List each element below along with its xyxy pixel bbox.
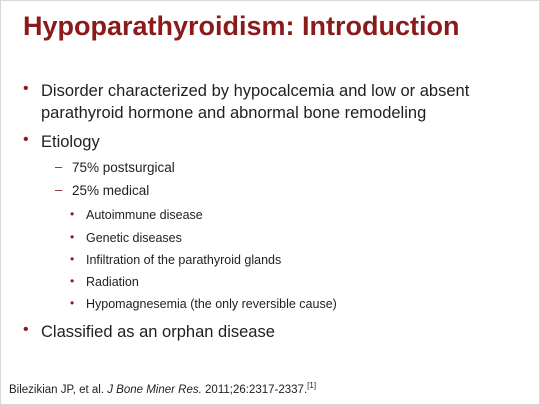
- bullet-text-continuation: parathyroid hormone and abnormal bone remodeling: [41, 104, 427, 122]
- citation-journal: J Bone Miner Res.: [107, 383, 202, 396]
- bullet-icon: •: [70, 207, 75, 221]
- citation-authors: Bilezikian JP, et al.: [9, 383, 108, 396]
- citation-details: 2011;26:2317-2337.: [201, 383, 308, 396]
- bullet-icon: •: [70, 296, 75, 310]
- bullet-text: Disorder characterized by hypocalcemia and low or absent: [41, 82, 470, 100]
- bullet-icon: •: [23, 80, 29, 97]
- dash-icon: –: [55, 182, 63, 197]
- sub-sub-bullet-text: Radiation: [86, 275, 139, 289]
- bullet-icon: •: [70, 230, 75, 244]
- citation-reference: [1]: [307, 381, 317, 390]
- bullet-icon: •: [70, 252, 75, 266]
- sub-sub-bullet-text: Infiltration of the parathyroid glands: [86, 253, 282, 267]
- sub-bullet-text: 75% postsurgical: [72, 160, 175, 175]
- bullet-icon: •: [70, 274, 75, 288]
- bullet-text: Classified as an orphan disease: [41, 323, 275, 341]
- sub-bullet-text: 25% medical: [72, 183, 150, 198]
- bullet-icon: •: [23, 131, 29, 148]
- bullet-icon: •: [23, 321, 29, 338]
- citation-footer: [9, 381, 316, 396]
- sub-sub-bullet-text: Autoimmune disease: [86, 208, 203, 222]
- slide-title: Hypoparathyroidism: Introduction: [23, 11, 460, 41]
- sub-sub-bullet-text: Genetic diseases: [86, 231, 182, 245]
- dash-icon: –: [55, 159, 63, 174]
- sub-sub-bullet-text: Hypomagnesemia (the only reversible cause): [86, 297, 337, 311]
- bullet-text: Etiology: [41, 133, 100, 151]
